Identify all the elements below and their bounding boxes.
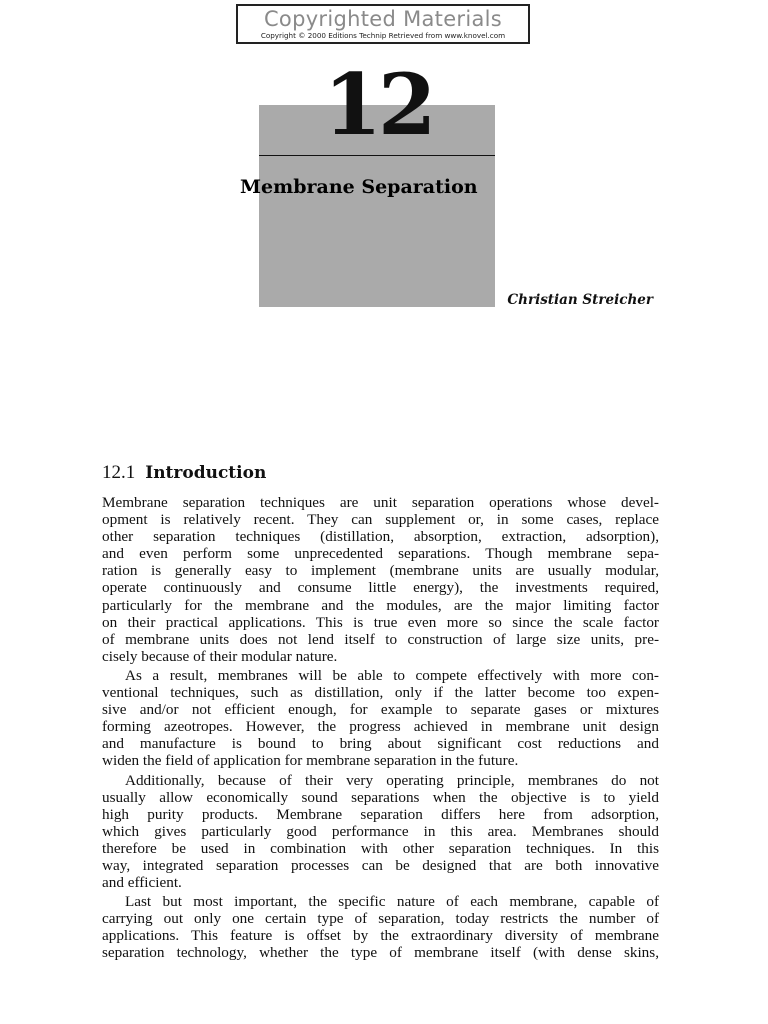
text-line: sive and/or not efficient enough, for example to separate gases or mixtures: [102, 701, 659, 719]
text-line: and manufacture is bound to bring about significant cost reductions and: [102, 735, 659, 753]
chapter-number: 12: [323, 55, 433, 154]
chapter-author: Christian Streicher: [507, 292, 653, 308]
text-line: Membrane separation techniques are unit separation operations whose devel-: [102, 494, 659, 511]
text-line: ration is generally easy to implement (membrane units are usually modular,: [102, 562, 659, 580]
text-line: of membrane units does not lend itself to construction of large size units, pre-: [102, 630, 659, 648]
paragraph-4: [102, 893, 659, 961]
banner-title: Copyrighted Materials: [263, 7, 503, 31]
text-line: usually allow economically sound separations when the objective is to yield: [102, 788, 659, 806]
text-line: way, integrated separation processes can be designed that are both innovative: [102, 856, 659, 874]
copyright-banner: [236, 4, 530, 44]
text-line: Additionally, because of their very operating principle, membranes do not: [125, 771, 659, 789]
text-line: therefore be used in combination with other separation techniques. In this: [102, 839, 659, 857]
text-line: forming azeotropes. However, the progress achieved in membrane unit design: [102, 718, 659, 736]
chapter-rule: [259, 155, 495, 156]
paragraph-3: [102, 772, 659, 892]
text-line: operate continuously and consume little energy), the investments required,: [102, 579, 659, 597]
text-line: opment is relatively recent. They can supplement or, in some cases, replace: [102, 511, 659, 529]
paragraph-1: [102, 494, 659, 665]
section-heading: [102, 461, 266, 485]
text-line: which gives particularly good performance in this area. Membranes should: [102, 822, 659, 840]
text-line: and efficient.: [102, 874, 182, 892]
section-title: Introduction: [145, 463, 267, 483]
text-line: cisely because of their modular nature.: [102, 647, 338, 665]
text-line: other separation techniques (distillation, absorption, extraction, adsorption),: [102, 528, 659, 546]
text-line: applications. This feature is offset by the extraordinary diversity of membrane: [102, 927, 659, 945]
text-line: particularly for the membrane and the modules, are the major limiting factor: [102, 596, 659, 614]
body-text: [102, 494, 659, 964]
section-number: 12.1: [102, 462, 136, 483]
text-line: widen the field of application for membrane separation in the future.: [102, 752, 519, 770]
text-line: ventional techniques, such as distillation, only if the latter become too expen-: [102, 684, 659, 702]
text-line: As a result, membranes will be able to compete effectively with more con-: [125, 666, 659, 684]
text-line: separation technology, whether the type of membrane itself (with dense skins,: [102, 944, 659, 962]
paragraph-2: [102, 667, 659, 770]
text-line: and even perform some unprecedented separations. Though membrane sepa-: [102, 545, 659, 563]
text-line: on their practical applications. This is true even more so since the scale factor: [102, 613, 659, 631]
text-line: Last but most important, the specific nature of each membrane, capable of: [125, 893, 659, 911]
text-line: carrying out only one certain type of separation, today restricts the number of: [102, 910, 659, 928]
text-line: high purity products. Membrane separation differs here from adsorption,: [102, 805, 659, 823]
chapter-title: Membrane Separation: [240, 176, 478, 198]
banner-subtitle: Copyright © 2000 Editions Technip Retrieved from www.knovel.com: [260, 31, 506, 40]
